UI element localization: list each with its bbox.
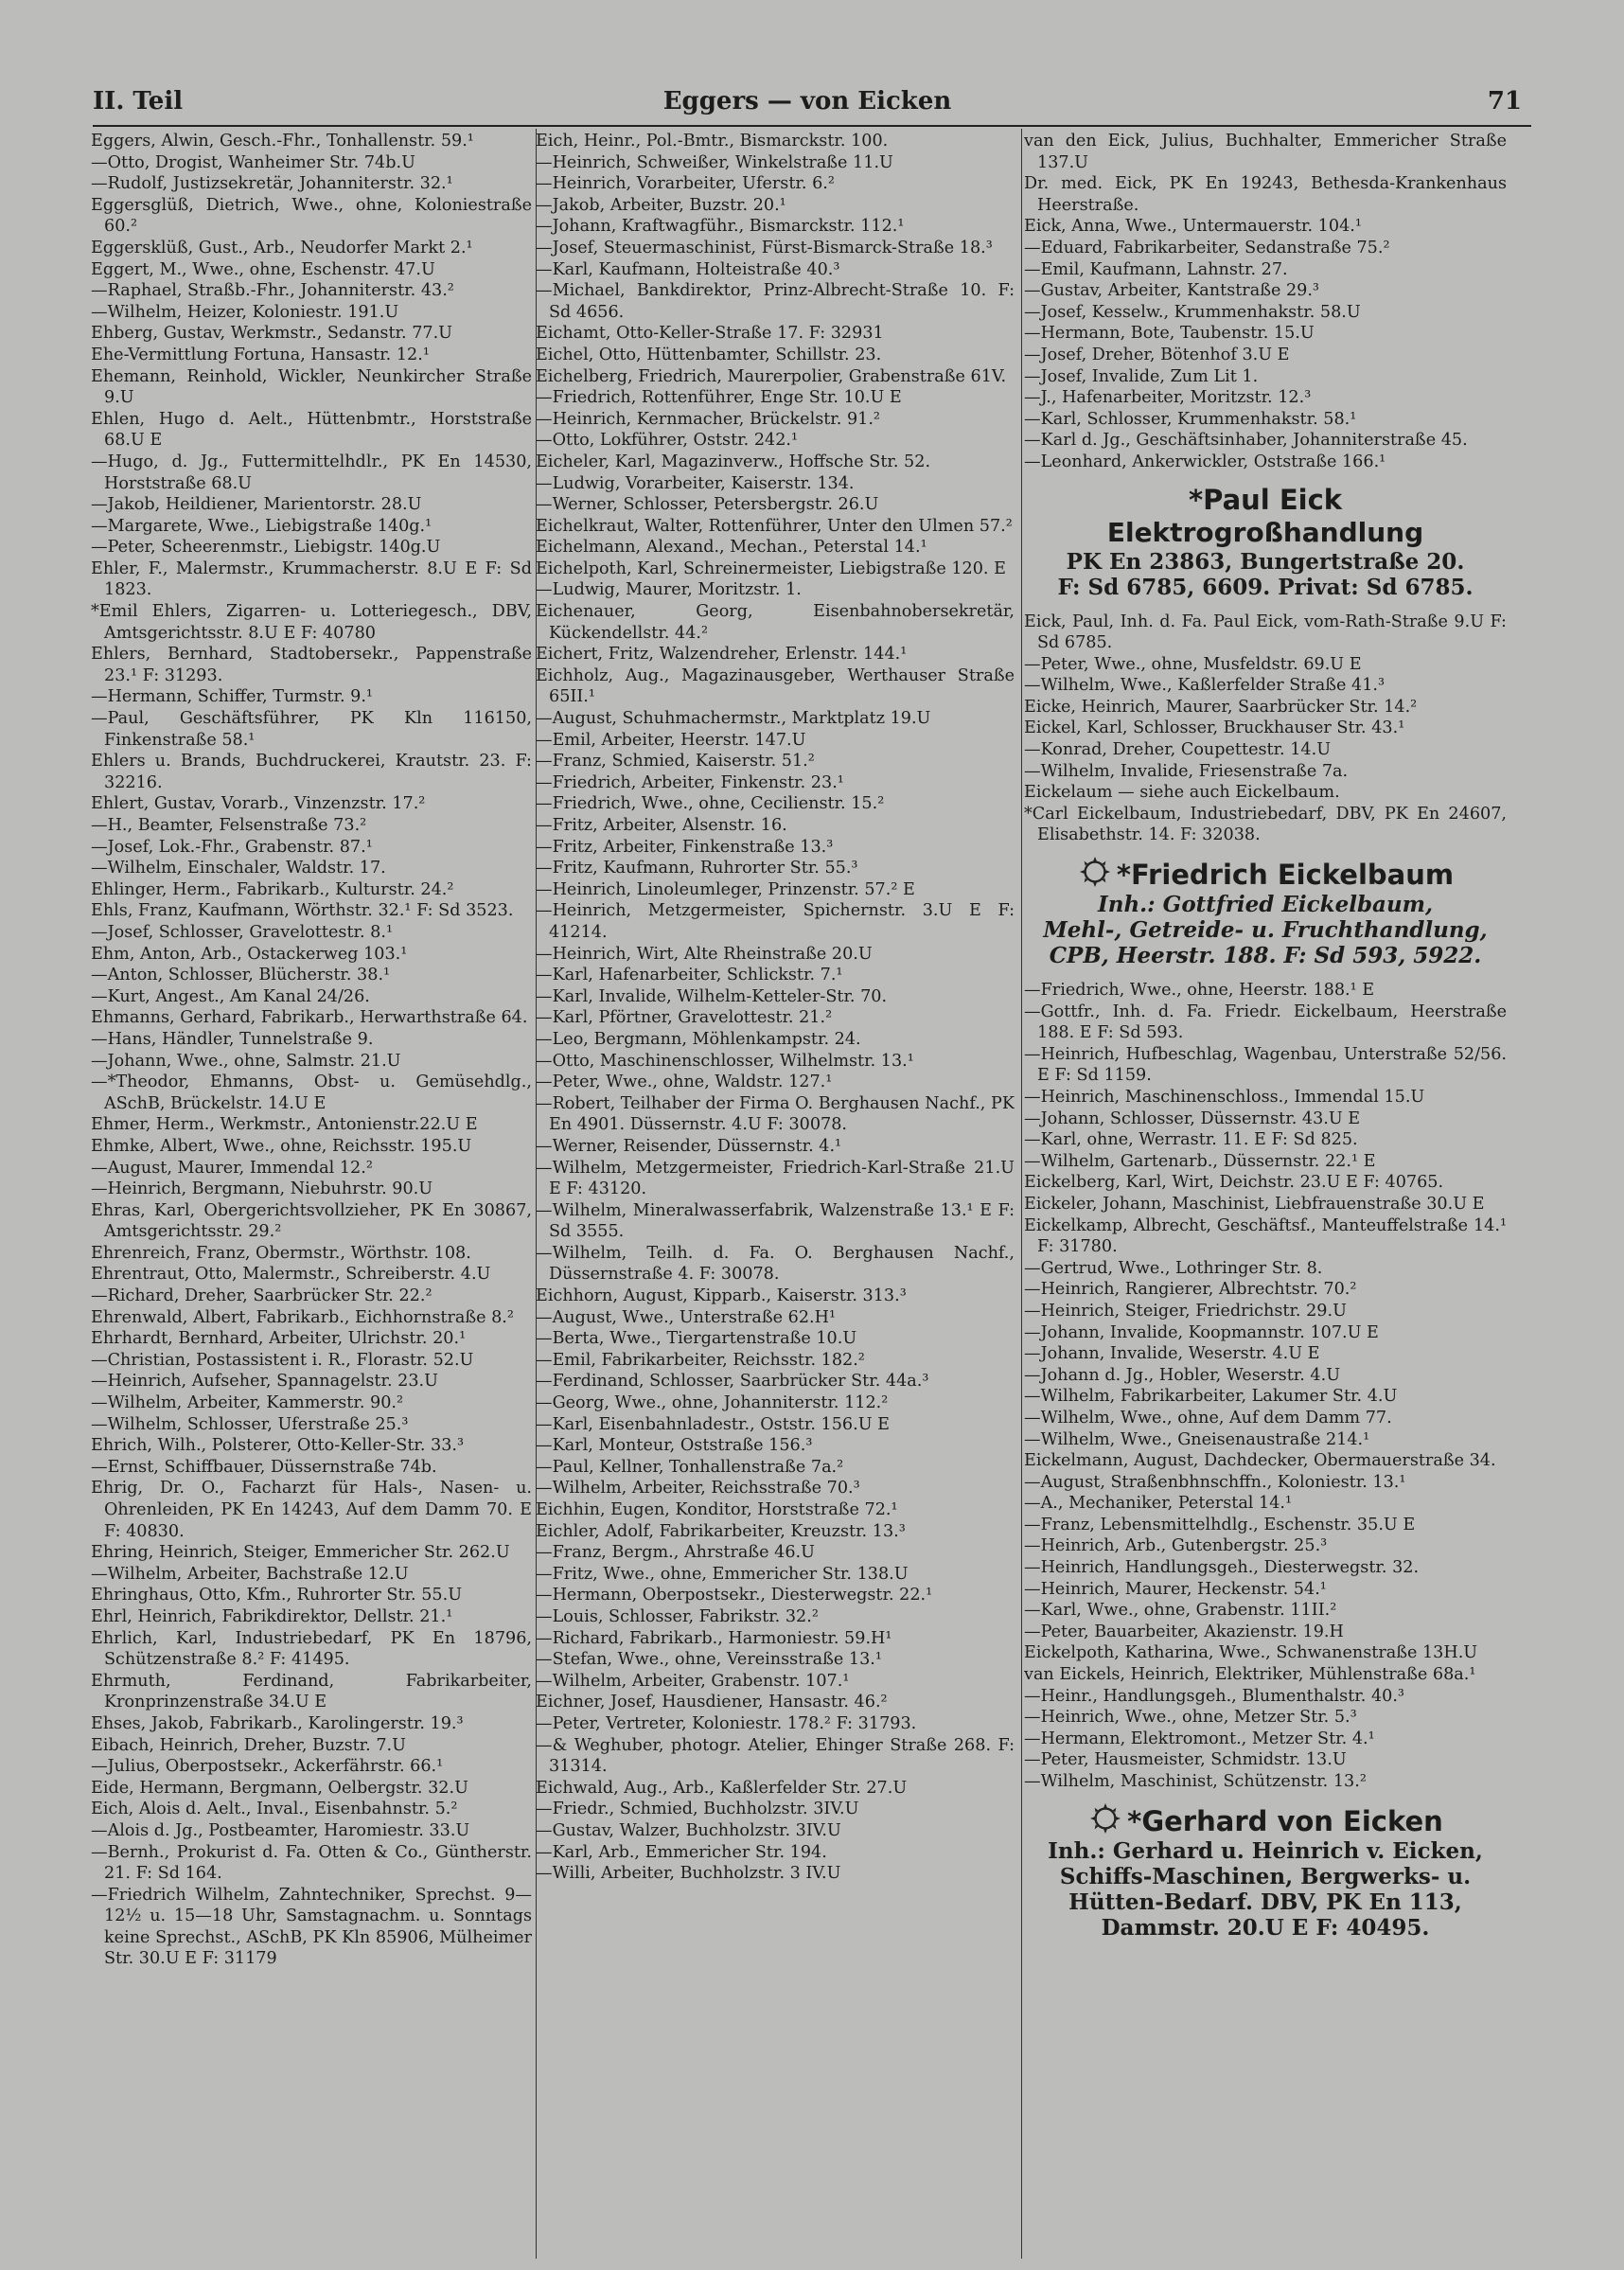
directory-entry: van den Eick, Julius, Buchhalter, Emmericher Straße 137.U — [1024, 132, 1507, 172]
directory-entry: Ehmke, Albert, Wwe., ohne, Reichsstr. 195.U — [91, 1136, 472, 1156]
directory-entry: —Hermann, Schiffer, Turmstr. 9.¹ — [91, 687, 373, 707]
directory-entry: Eggers, Alwin, Gesch.-Fhr., Tonhallenstr. 59.¹ — [91, 132, 474, 151]
directory-entry: Eibach, Heinrich, Dreher, Buzstr. 7.U — [91, 1735, 406, 1755]
directory-entry: Eick, Anna, Wwe., Untermauerstr. 104.¹ — [1024, 217, 1362, 237]
name-range: Eggers — von Eicken — [662, 87, 952, 115]
directory-entry: —Friedrich, Wwe., ohne, Heerstr. 188.¹ E — [1024, 981, 1375, 1001]
directory-entry: —Heinrich, Maurer, Heckenstr. 54.¹ — [1024, 1579, 1327, 1599]
directory-entry: —Josef, Invalide, Zum Lit 1. — [1024, 366, 1259, 386]
directory-entry: —Peter, Wwe., ohne, Waldstr. 127.¹ — [536, 1073, 833, 1092]
directory-entry: —Fritz, Wwe., ohne, Emmericher Str. 138.U — [536, 1564, 909, 1584]
directory-entry: —Emil, Kaufmann, Lahnstr. 27. — [1024, 259, 1288, 279]
directory-entry: Ehberg, Gustav, Werkmstr., Sedanstr. 77.U — [91, 324, 452, 344]
directory-entry: Ehlert, Gustav, Vorarb., Vinzenzstr. 17.² — [91, 794, 426, 814]
directory-entry: —Jakob, Arbeiter, Buzstr. 20.¹ — [536, 195, 786, 215]
directory-entry: —Wilhelm, Einschaler, Waldstr. 17. — [91, 859, 386, 878]
directory-entry: —Friedrich, Arbeiter, Finkenstr. 23.¹ — [536, 772, 844, 792]
directory-entry: Ehlinger, Herm., Fabrikarb., Kulturstr. 24.² — [91, 879, 454, 899]
directory-entry: —Wilhelm, Schlosser, Uferstraße 25.³ — [91, 1414, 409, 1434]
directory-entry: —Karl, Schlosser, Krummenhakstr. 58.¹ — [1024, 409, 1357, 429]
directory-entry: Ehlers, Bernhard, Stadtobersekr., Pappenstraße 23.¹ F: 31293. — [91, 645, 532, 685]
directory-entry: Ehrenreich, Franz, Obermstr., Wörthstr. 108. — [91, 1243, 471, 1263]
advert-line: CPB, Heerstr. 188. F: Sd 593, 5922. — [1049, 943, 1482, 969]
directory-entry: Ehemann, Reinhold, Wickler, Neunkircher Straße 9.U — [91, 366, 532, 408]
directory-entry: Eichenauer, Georg, Eisenbahnobersekretär, Kückendellstr. 44.² — [536, 602, 1015, 643]
running-header — [93, 87, 1522, 125]
directory-entry: —Karl, Arb., Emmericher Str. 194. — [536, 1842, 827, 1862]
directory-entry: Eichholz, Aug., Magazinausgeber, Werthauser Straße 65II.¹ — [536, 665, 1015, 707]
directory-entry: Ehring, Heinrich, Steiger, Emmericher Str. 262.U — [91, 1543, 510, 1563]
directory-entry: —Peter, Hausmeister, Schmidstr. 13.U — [1024, 1750, 1347, 1770]
directory-entry: —Heinrich, Arb., Gutenbergstr. 25.³ — [1024, 1536, 1328, 1556]
directory-entry: —Josef, Steuermaschinist, Fürst-Bismarck-Straße 18.³ — [536, 238, 993, 257]
directory-entry: —Hermann, Oberpostsekr., Diesterwegstr. 22.¹ — [536, 1586, 933, 1605]
directory-entry: Ehrich, Wilh., Polsterer, Otto-Keller-Str. 33.³ — [91, 1436, 465, 1456]
directory-entry: —August, Wwe., Unterstraße 62.H¹ — [536, 1307, 837, 1327]
directory-entry: Ehrl, Heinrich, Fabrikdirektor, Dellstr. 21.¹ — [91, 1606, 453, 1626]
directory-entry: —Gustav, Walzer, Buchholzstr. 3IV.U — [536, 1820, 841, 1840]
directory-entry: Eichert, Fritz, Walzendreher, Erlenstr. 144.¹ — [536, 645, 908, 665]
directory-entry: —Karl, ohne, Werrastr. 11. E F: Sd 825. — [1024, 1130, 1358, 1150]
directory-entry: —Johann, Invalide, Koopmannstr. 107.U E — [1024, 1322, 1379, 1342]
directory-entry: —Margarete, Wwe., Liebigstraße 140g.¹ — [91, 516, 432, 536]
column-3 — [1024, 131, 1507, 2251]
directory-entry: Eggersklüß, Gust., Arb., Neudorfer Markt 2.¹ — [91, 238, 473, 257]
directory-entry: Ehler, F., Malermstr., Krummacherstr. 8.U E F: Sd 1823. — [91, 559, 532, 600]
directory-entry: Eichner, Josef, Hausdiener, Hansastr. 46.² — [536, 1693, 888, 1712]
directory-entry: —Karl, Hafenarbeiter, Schlickstr. 7.¹ — [536, 966, 843, 985]
directory-entry: —Karl, Pförtner, Gravelottestr. 21.² — [536, 1008, 833, 1028]
directory-entry: —Heinrich, Wwe., ohne, Metzer Str. 5.³ — [1024, 1708, 1357, 1728]
directory-entry: —Otto, Drogist, Wanheimer Str. 74b.U — [91, 152, 415, 172]
directory-entry: —Raphael, Straßb.-Fhr., Johanniterstr. 43.² — [91, 281, 454, 301]
directory-entry: —Franz, Lebensmittelhdlg., Eschenstr. 35.U E — [1024, 1515, 1416, 1534]
directory-entry: Ehmanns, Gerhard, Fabrikarb., Herwarthstraße 64. — [91, 1008, 528, 1028]
directory-entry: Ehras, Karl, Obergerichtsvollzieher, PK En 30867, Amtsgerichtsstr. 29.² — [91, 1200, 532, 1242]
directory-entry: —Josef, Lok.-Fhr., Grabenstr. 87.¹ — [91, 837, 373, 857]
directory-entry: —Christian, Postassistent i. R., Florastr. 52.U — [91, 1350, 474, 1370]
directory-entry: —Johann, Schlosser, Düssernstr. 43.U E — [1024, 1108, 1361, 1128]
advert-line: Schiffs-Maschinen, Bergwerks- u. — [1059, 1863, 1472, 1889]
directory-entry: —August, Straßenbhnschffn., Koloniestr. 13.¹ — [1024, 1472, 1406, 1492]
directory-entry: —Heinrich, Hufbeschlag, Wagenbau, Unterstraße 52/56. E F: Sd 1159. — [1024, 1044, 1507, 1086]
directory-entry: —Wilhelm, Heizer, Koloniestr. 191.U — [91, 302, 399, 322]
directory-entry: —Rudolf, Justizsekretär, Johanniterstr. 32.¹ — [91, 174, 453, 194]
directory-entry: Eickelpoth, Katharina, Wwe., Schwanenstraße 13H.U — [1024, 1643, 1478, 1663]
directory-entry: —Wilhelm, Wwe., Kaßlerfelder Straße 41.³ — [1024, 676, 1386, 696]
directory-entry: —Werner, Schlosser, Petersbergstr. 26.U — [536, 495, 879, 515]
directory-entry: —Peter, Bauarbeiter, Akazienstr. 19.H — [1024, 1622, 1344, 1641]
directory-entry: —Karl, Kaufmann, Holteistraße 40.³ — [536, 259, 840, 279]
entry-list-col1 — [91, 131, 532, 1970]
directory-entry: Eichler, Adolf, Fabrikarbeiter, Kreuzstr. 13.³ — [536, 1521, 906, 1541]
column-2 — [536, 131, 1015, 2251]
directory-entry: —Friedrich, Rottenführer, Enge Str. 10.U E — [536, 388, 902, 408]
directory-entry: Eichel, Otto, Hüttenbamter, Schillstr. 23. — [536, 345, 882, 364]
directory-entry: —Karl, Wwe., ohne, Grabenstr. 11II.² — [1024, 1601, 1337, 1621]
directory-entry: Eichelpoth, Karl, Schreinermeister, Liebigstraße 120. E — [536, 559, 1006, 578]
directory-entry: —Wilhelm, Arbeiter, Reichsstraße 70.³ — [536, 1479, 860, 1499]
directory-entry: —Heinrich, Bergmann, Niebuhrstr. 90.U — [91, 1179, 433, 1199]
directory-entry: —Richard, Fabrikarb., Harmoniestr. 59.H¹ — [536, 1628, 892, 1648]
directory-entry: Ehlen, Hugo d. Aelt., Hüttenbmtr., Horststraße 68.U E — [91, 409, 532, 451]
advert-gerhard-von-eicken — [1024, 1802, 1507, 1941]
page-number: 71 — [1487, 87, 1522, 115]
directory-entry: Ehm, Anton, Arb., Ostackerweg 103.¹ — [91, 944, 408, 964]
directory-entry: Eicke, Heinrich, Maurer, Saarbrücker Str. 14.² — [1024, 697, 1418, 717]
directory-entry: *Emil Ehlers, Zigarren- u. Lotteriegesch., DBV, Amtsgerichtsstr. 8.U E F: 40780 — [91, 602, 532, 643]
directory-entry: —Leonhard, Ankerwickler, Oststraße 166.¹ — [1024, 452, 1386, 471]
directory-entry: Ehmer, Herm., Werkmstr., Antonienstr.22.U E — [91, 1115, 478, 1135]
directory-entry: —Heinrich, Metzgermeister, Spichernstr. 3.U E F: 41214. — [536, 901, 1015, 942]
directory-entry: Ehrmuth, Ferdinand, Fabrikarbeiter, Kronprinzenstraße 34.U E — [91, 1671, 532, 1712]
directory-entry: —Friedr., Schmied, Buchholzstr. 3IV.U — [536, 1800, 859, 1819]
directory-entry: —Heinrich, Wirt, Alte Rheinstraße 20.U — [536, 944, 873, 964]
directory-entry: —Franz, Bergm., Ahrstraße 46.U — [536, 1543, 815, 1563]
directory-entry: —Ernst, Schiffbauer, Düssernstraße 74b. — [91, 1457, 437, 1477]
directory-entry: —H., Beamter, Felsenstraße 73.² — [91, 816, 367, 835]
directory-entry: —Franz, Schmied, Kaiserstr. 51.² — [536, 752, 815, 771]
directory-entry: —Wilhelm, Mineralwasserfabrik, Walzenstraße 13.¹ E F: Sd 3555. — [536, 1200, 1015, 1242]
directory-entry: —Stefan, Wwe., ohne, Vereinsstraße 13.¹ — [536, 1650, 882, 1670]
directory-entry: —Berta, Wwe., Tiergartenstraße 10.U — [536, 1329, 857, 1349]
directory-entry: —Bernh., Prokurist d. Fa. Otten & Co., Güntherstr. 21. F: Sd 164. — [91, 1842, 532, 1884]
directory-entry: —Alois d. Jg., Postbeamter, Haromiestr. 33.U — [91, 1820, 470, 1840]
directory-entry: —Gustav, Arbeiter, Kantstraße 29.³ — [1024, 281, 1319, 301]
directory-entry: —Paul, Kellner, Tonhallenstraße 7a.² — [536, 1457, 844, 1477]
advert-business: Elektrogroßhandlung — [1106, 516, 1424, 548]
directory-entry: Ehringhaus, Otto, Kfm., Ruhrorter Str. 55.U — [91, 1586, 463, 1605]
directory-entry: —Karl, Invalide, Wilhelm-Ketteler-Str. 70. — [536, 986, 888, 1006]
directory-entry: —Johann, Kraftwagführ., Bismarckstr. 112.¹ — [536, 217, 905, 237]
directory-entry: —Gottfr., Inh. d. Fa. Friedr. Eickelbaum, Heerstraße 188. E F: Sd 593. — [1024, 1002, 1507, 1043]
directory-entry: —Wilhelm, Wwe., ohne, Auf dem Damm 77. — [1024, 1408, 1392, 1428]
directory-entry: —Eduard, Fabrikarbeiter, Sedanstraße 75.² — [1024, 238, 1390, 257]
advert-line: Inh.: Gerhard u. Heinrich v. Eicken, — [1048, 1837, 1483, 1864]
directory-entry: Ehrhardt, Bernhard, Arbeiter, Ulrichstr. 20.¹ — [91, 1329, 467, 1349]
directory-entry: —Michael, Bankdirektor, Prinz-Albrecht-Straße 10. F: Sd 4656. — [536, 281, 1015, 322]
directory-entry: —August, Schuhmachermstr., Marktplatz 19.U — [536, 709, 931, 729]
directory-entry: —Julius, Oberpostsekr., Ackerfährstr. 66.¹ — [91, 1757, 444, 1777]
directory-entry: —Heinrich, Rangierer, Albrechtstr. 70.² — [1024, 1280, 1357, 1300]
directory-entry: —Hans, Händler, Tunnelstraße 9. — [91, 1029, 374, 1049]
directory-entry: —Karl, Eisenbahnladestr., Oststr. 156.U E — [536, 1414, 890, 1434]
advert-name: *Friedrich Eickelbaum — [1116, 859, 1455, 892]
directory-entry: —Wilhelm, Invalide, Friesenstraße 7a. — [1024, 761, 1349, 781]
directory-entry: Ehrlich, Karl, Industriebedarf, PK En 18796, Schützenstraße 8.² F: 41495. — [91, 1628, 532, 1670]
directory-entry: —Hermann, Elektromont., Metzer Str. 4.¹ — [1024, 1729, 1375, 1748]
directory-entry: —Peter, Wwe., ohne, Musfeldstr. 69.U E — [1024, 654, 1362, 674]
directory-entry: Eich, Heinr., Pol.-Bmtr., Bismarckstr. 100. — [536, 132, 889, 151]
directory-entry: Dr. med. Eick, PK En 19243, Bethesda-Krankenhaus Heerstraße. — [1024, 174, 1507, 215]
directory-entry: —Johann d. Jg., Hobler, Weserstr. 4.U — [1024, 1365, 1341, 1385]
directory-entry: Eickel, Karl, Schlosser, Bruckhauser Str. 43.¹ — [1024, 718, 1405, 738]
directory-entry: —Friedrich Wilhelm, Zahntechniker, Sprechst. 9—12½ u. 15—18 Uhr, Samstagnachm. u. Sonntags keine Sprechst., ASchB, PK Kln 85906, Mülheimer Str. 30.U E F: 31179 — [91, 1885, 532, 1969]
directory-entry: —Jakob, Heildiener, Marientorstr. 28.U — [91, 495, 422, 515]
directory-entry: —Heinrich, Handlungsgeh., Diesterwegstr. 32. — [1024, 1558, 1420, 1578]
directory-entry: —Leo, Bergmann, Möhlenkampstr. 24. — [536, 1029, 861, 1049]
directory-entry: Eich, Alois d. Aelt., Inval., Eisenbahnstr. 5.² — [91, 1800, 458, 1819]
directory-entry: —A., Mechaniker, Peterstal 14.¹ — [1024, 1494, 1293, 1514]
directory-entry: —Karl d. Jg., Geschäftsinhaber, Johanniterstraße 45. — [1024, 431, 1468, 451]
directory-entry: Eicheler, Karl, Magazinverw., Hoffsche Str. 52. — [536, 452, 931, 471]
directory-entry: —Friedrich, Wwe., ohne, Cecilienstr. 15.² — [536, 794, 885, 814]
directory-entry: —Otto, Maschinenschlosser, Wilhelmstr. 13.¹ — [536, 1051, 914, 1071]
directory-entry: —Heinrich, Aufseher, Spannagelstr. 23.U — [91, 1372, 438, 1392]
directory-entry: —Hermann, Bote, Taubenstr. 15.U — [1024, 324, 1315, 344]
advert-paul-eick — [1024, 483, 1507, 600]
directory-entry: —Ferdinand, Schlosser, Saarbrücker Str. 44a.³ — [536, 1372, 929, 1392]
directory-entry: Eichamt, Otto-Keller-Straße 17. F: 32931 — [536, 324, 884, 344]
directory-entry: —Wilhelm, Teilh. d. Fa. O. Berghausen Nachf., Düssernstraße 4. F: 30078. — [536, 1243, 1015, 1285]
directory-entry: —J., Hafenarbeiter, Moritzstr. 12.³ — [1024, 388, 1312, 408]
advert-friedrich-eickelbaum — [1024, 856, 1507, 968]
directory-entry: —Heinrich, Schweißer, Winkelstraße 11.U — [536, 152, 893, 172]
directory-entry: —Anton, Schlosser, Blücherstr. 38.¹ — [91, 966, 391, 985]
entry-list-col3-top — [1024, 131, 1507, 473]
directory-entry: Eickelmann, August, Dachdecker, Obermauerstraße 34. — [1024, 1451, 1496, 1471]
directory-entry: van Eickels, Heinrich, Elektriker, Mühlenstraße 68a.¹ — [1024, 1665, 1476, 1685]
directory-entry: Eggert, M., Wwe., ohne, Eschenstr. 47.U — [91, 259, 435, 279]
directory-entry: —Konrad, Dreher, Coupettestr. 14.U — [1024, 740, 1332, 760]
advert-line: F: Sd 6785, 6609. Privat: Sd 6785. — [1057, 574, 1474, 600]
entry-list-col3-bot — [1024, 980, 1507, 1793]
directory-entry: —Heinrich, Kernmacher, Brückelstr. 91.² — [536, 409, 880, 429]
directory-entry: —Karl, Monteur, Oststraße 156.³ — [536, 1436, 813, 1456]
directory-entry: —Peter, Scheerenmstr., Liebigstr. 140g.U — [91, 538, 441, 558]
advert-line: Mehl-, Getreide- u. Fruchthandlung, — [1043, 917, 1488, 944]
directory-entry: —Josef, Schlosser, Gravelottestr. 8.¹ — [91, 922, 394, 942]
advert-line: PK En 23863, Bungertstraße 20. — [1066, 548, 1465, 575]
directory-entry: —Otto, Lokführer, Oststr. 242.¹ — [536, 431, 799, 451]
directory-entry: —Johann, Invalide, Weserstr. 4.U E — [1024, 1344, 1320, 1364]
directory-entry: —Fritz, Kaufmann, Ruhrorter Str. 55.³ — [536, 859, 858, 878]
directory-entry: —*Theodor, Ehmanns, Obst- u. Gemüsehdlg., ASchB, Brückelstr. 14.U E — [91, 1073, 532, 1113]
directory-entry: —Wilhelm, Arbeiter, Grabenstr. 107.¹ — [536, 1671, 850, 1691]
directory-entry: —Heinrich, Vorarbeiter, Uferstr. 6.² — [536, 174, 835, 194]
directory-entry: —Heinrich, Linoleumleger, Prinzenstr. 57.² E — [536, 879, 915, 899]
directory-entry: —Heinrich, Steiger, Friedrichstr. 29.U — [1024, 1301, 1347, 1321]
directory-entry: —Emil, Arbeiter, Heerstr. 147.U — [536, 730, 806, 750]
entry-list-col3-mid — [1024, 612, 1507, 847]
directory-entry: Eickeler, Johann, Maschinist, Liebfrauenstraße 30.U E — [1024, 1194, 1485, 1214]
column-divider-2 — [1021, 129, 1022, 2259]
directory-entry: Eichhorn, August, Kipparb., Kaiserstr. 313.³ — [536, 1286, 907, 1306]
directory-entry: Eick, Paul, Inh. d. Fa. Paul Eick, vom-Rath-Straße 9.U F: Sd 6785. — [1024, 612, 1507, 653]
directory-entry: Ehls, Franz, Kaufmann, Wörthstr. 32.¹ F: Sd 3523. — [91, 901, 514, 921]
directory-entry: —Kurt, Angest., Am Kanal 24/26. — [91, 986, 370, 1006]
directory-entry: Ehrenwald, Albert, Fabrikarb., Eichhornstraße 8.² — [91, 1307, 514, 1327]
starburst-logo-icon — [1077, 856, 1113, 888]
directory-entry: —& Weghuber, photogr. Atelier, Ehinger Straße 268. F: 31314. — [536, 1735, 1015, 1777]
directory-entry: —Hugo, d. Jg., Futtermittelhdlr., PK En 14530, Horststraße 68.U — [91, 452, 532, 493]
directory-entry: Eggersglüß, Dietrich, Wwe., ohne, Koloniestraße 60.² — [91, 195, 532, 237]
directory-entry: —Heinr., Handlungsgeh., Blumenthalstr. 40.³ — [1024, 1686, 1404, 1706]
directory-entry: Eichwald, Aug., Arb., Kaßlerfelder Str. 27.U — [536, 1778, 908, 1798]
directory-entry: —Fritz, Arbeiter, Finkenstraße 13.³ — [536, 837, 834, 857]
starburst-logo-icon — [1087, 1802, 1123, 1835]
section-label: II. Teil — [93, 87, 184, 115]
directory-entry: —Wilhelm, Metzgermeister, Friedrich-Karl-Straße 21.U E F: 43120. — [536, 1158, 1015, 1199]
directory-entry: Ehrentraut, Otto, Malermstr., Schreiberstr. 4.U — [91, 1265, 491, 1285]
directory-entry: *Carl Eickelbaum, Industriebedarf, DBV, PK En 24607, Elisabethstr. 14. F: 32038. — [1024, 804, 1507, 845]
directory-entry: —Georg, Wwe., ohne, Johanniterstr. 112.² — [536, 1393, 889, 1413]
directory-entry: Ehses, Jakob, Fabrikarb., Karolingerstr. 19.³ — [91, 1713, 464, 1733]
directory-entry: —August, Maurer, Immendal 12.² — [91, 1158, 373, 1178]
directory-entry: Ehrig, Dr. O., Facharzt für Hals-, Nasen- u. Ohrenleiden, PK En 14243, Auf dem Damm 70. E F: 40830. — [91, 1479, 532, 1541]
advert-line: Dammstr. 20.U E F: 40495. — [1101, 1914, 1430, 1941]
header-rule — [93, 125, 1531, 127]
directory-entry: Eichelkraut, Walter, Rottenführer, Unter den Ulmen 57.² — [536, 516, 1013, 536]
directory-entry: —Wilhelm, Wwe., Gneisenaustraße 214.¹ — [1024, 1429, 1370, 1449]
directory-entry: —Ludwig, Vorarbeiter, Kaiserstr. 134. — [536, 473, 855, 493]
column-1 — [91, 131, 532, 2251]
directory-entry: —Johann, Wwe., ohne, Salmstr. 21.U — [91, 1051, 401, 1071]
directory-entry: —Heinrich, Maschinenschloss., Immendal 15.U — [1024, 1088, 1425, 1107]
directory-entry: —Wilhelm, Gartenarb., Düssernstr. 22.¹ E — [1024, 1151, 1376, 1171]
directory-entry: Eickelkamp, Albrecht, Geschäftsf., Manteuffelstraße 14.¹ F: 31780. — [1024, 1215, 1507, 1257]
directory-entry: —Louis, Schlosser, Fabrikstr. 32.² — [536, 1606, 819, 1626]
entry-list-col2 — [536, 131, 1015, 1885]
directory-entry: —Robert, Teilhaber der Firma O. Berghausen Nachf., PK En 4901. Düssernstr. 4.U F: 30078. — [536, 1093, 1015, 1135]
directory-entry: Ehlers u. Brands, Buchdruckerei, Krautstr. 23. F: 32216. — [91, 752, 532, 792]
directory-entry: Eickelaum — siehe auch Eickelbaum. — [1024, 783, 1340, 803]
advert-name: *Paul Eick — [1188, 483, 1343, 516]
directory-entry: —Wilhelm, Arbeiter, Bachstraße 12.U — [91, 1564, 409, 1584]
directory-entry: —Gertrud, Wwe., Lothringer Str. 8. — [1024, 1258, 1323, 1278]
directory-entry: —Wilhelm, Fabrikarbeiter, Lakumer Str. 4.U — [1024, 1387, 1398, 1407]
directory-entry: Eichelmann, Alexand., Mechan., Peterstal 14.¹ — [536, 538, 927, 558]
directory-entry: —Richard, Dreher, Saarbrücker Str. 22.² — [91, 1286, 432, 1306]
directory-entry: Eide, Hermann, Bergmann, Oelbergstr. 32.U — [91, 1778, 468, 1798]
directory-entry: —Wilhelm, Arbeiter, Kammerstr. 90.² — [91, 1393, 404, 1413]
directory-entry: —Emil, Fabrikarbeiter, Reichsstr. 182.² — [536, 1350, 865, 1370]
directory-entry: Eichhin, Eugen, Konditor, Horststraße 72.¹ — [536, 1500, 898, 1519]
directory-entry: —Josef, Kesselw., Krummenhakstr. 58.U — [1024, 302, 1361, 322]
directory-entry: Eickelberg, Karl, Wirt, Deichstr. 23.U E F: 40765. — [1024, 1173, 1444, 1193]
directory-entry: —Werner, Reisender, Düssernstr. 4.¹ — [536, 1136, 842, 1156]
directory-entry: —Ludwig, Maurer, Moritzstr. 1. — [536, 580, 802, 600]
directory-entry: —Fritz, Arbeiter, Alsenstr. 16. — [536, 816, 787, 835]
directory-entry: —Peter, Vertreter, Koloniestr. 178.² F: 31793. — [536, 1713, 917, 1733]
advert-line: Hütten-Bedarf. DBV, PK En 113, — [1068, 1889, 1462, 1915]
directory-entry: —Willi, Arbeiter, Buchholzstr. 3 IV.U — [536, 1864, 841, 1884]
directory-entry: Eichelberg, Friedrich, Maurerpolier, Grabenstraße 61V. — [536, 366, 1007, 386]
directory-entry: Ehe-Vermittlung Fortuna, Hansastr. 12.¹ — [91, 345, 430, 364]
advert-line: Inh.: Gottfried Eickelbaum, — [1097, 892, 1434, 918]
advert-name: *Gerhard von Eicken — [1127, 1804, 1443, 1837]
directory-entry: —Wilhelm, Maschinist, Schützenstr. 13.² — [1024, 1772, 1367, 1791]
directory-entry: —Josef, Dreher, Bötenhof 3.U E — [1024, 345, 1290, 364]
directory-entry: —Paul, Geschäftsführer, PK Kln 116150, Finkenstraße 58.¹ — [91, 709, 532, 750]
